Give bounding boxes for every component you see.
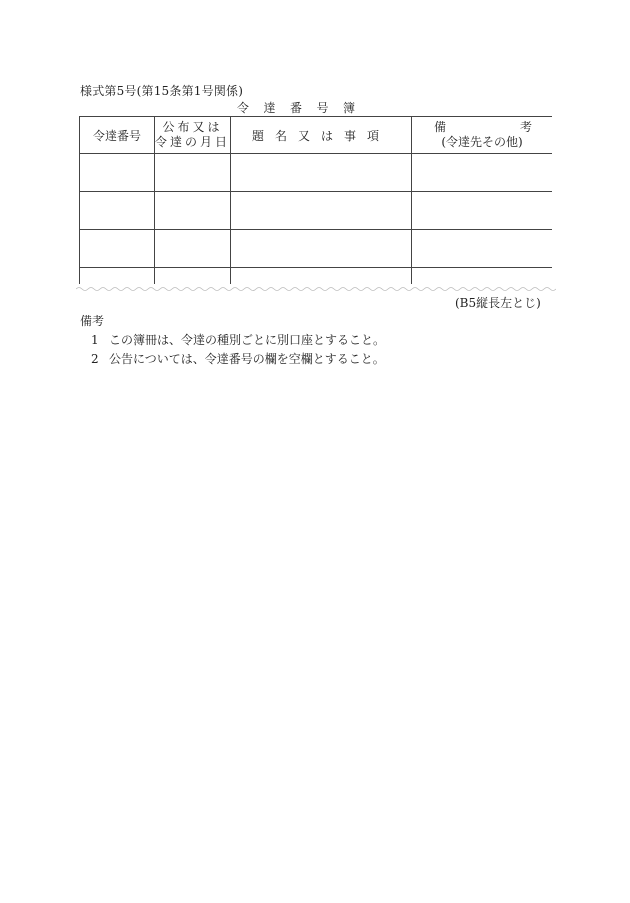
header-remarks xyxy=(412,117,553,154)
table-cell[interactable] xyxy=(231,154,412,192)
header-publication-date-line1: 公布又は xyxy=(162,120,223,134)
header-remarks-left: 備 xyxy=(434,120,447,134)
remarks-item-text: この簿冊は、令達の種別ごとに別口座とすること。 xyxy=(109,333,386,347)
remarks-item-text: 公告については、令達番号の欄を空欄とすること。 xyxy=(109,352,385,366)
remarks-heading: 備考 xyxy=(80,314,105,328)
table-row xyxy=(80,230,553,268)
remarks-item xyxy=(91,350,385,367)
table-cell[interactable] xyxy=(80,230,155,268)
table-cell[interactable] xyxy=(155,192,231,230)
binding-note: (B5縦長左とじ) xyxy=(455,296,541,310)
table-cell[interactable] xyxy=(80,192,155,230)
document-title: 令達番号簿 xyxy=(237,101,370,115)
remarks-item xyxy=(91,331,385,348)
table-cell[interactable] xyxy=(80,154,155,192)
table-cell[interactable] xyxy=(412,192,553,230)
table-header-row xyxy=(80,117,553,154)
table-row xyxy=(80,192,553,230)
table-cell[interactable] xyxy=(231,230,412,268)
ledger-table xyxy=(79,116,552,290)
table-cell[interactable] xyxy=(412,230,553,268)
table-cell[interactable] xyxy=(155,154,231,192)
table-continuation-break xyxy=(76,284,556,294)
table-row xyxy=(80,154,553,192)
header-order-number: 令達番号 xyxy=(80,117,155,154)
header-title-or-matter: 題名又は事項 xyxy=(231,117,412,154)
header-remarks-right: 考 xyxy=(519,120,532,134)
remarks-item-number: 2 xyxy=(91,352,99,366)
table-cell[interactable] xyxy=(231,192,412,230)
header-publication-date-line2: 令達の月日 xyxy=(155,135,231,149)
table-cell[interactable] xyxy=(412,154,553,192)
table-cell[interactable] xyxy=(155,230,231,268)
form-number-label: 様式第5号(第15条第1号関係) xyxy=(80,84,244,98)
remarks-item-number: 1 xyxy=(91,333,99,347)
header-remarks-sub: (令達先その他) xyxy=(441,135,523,149)
header-publication-date xyxy=(155,117,231,154)
